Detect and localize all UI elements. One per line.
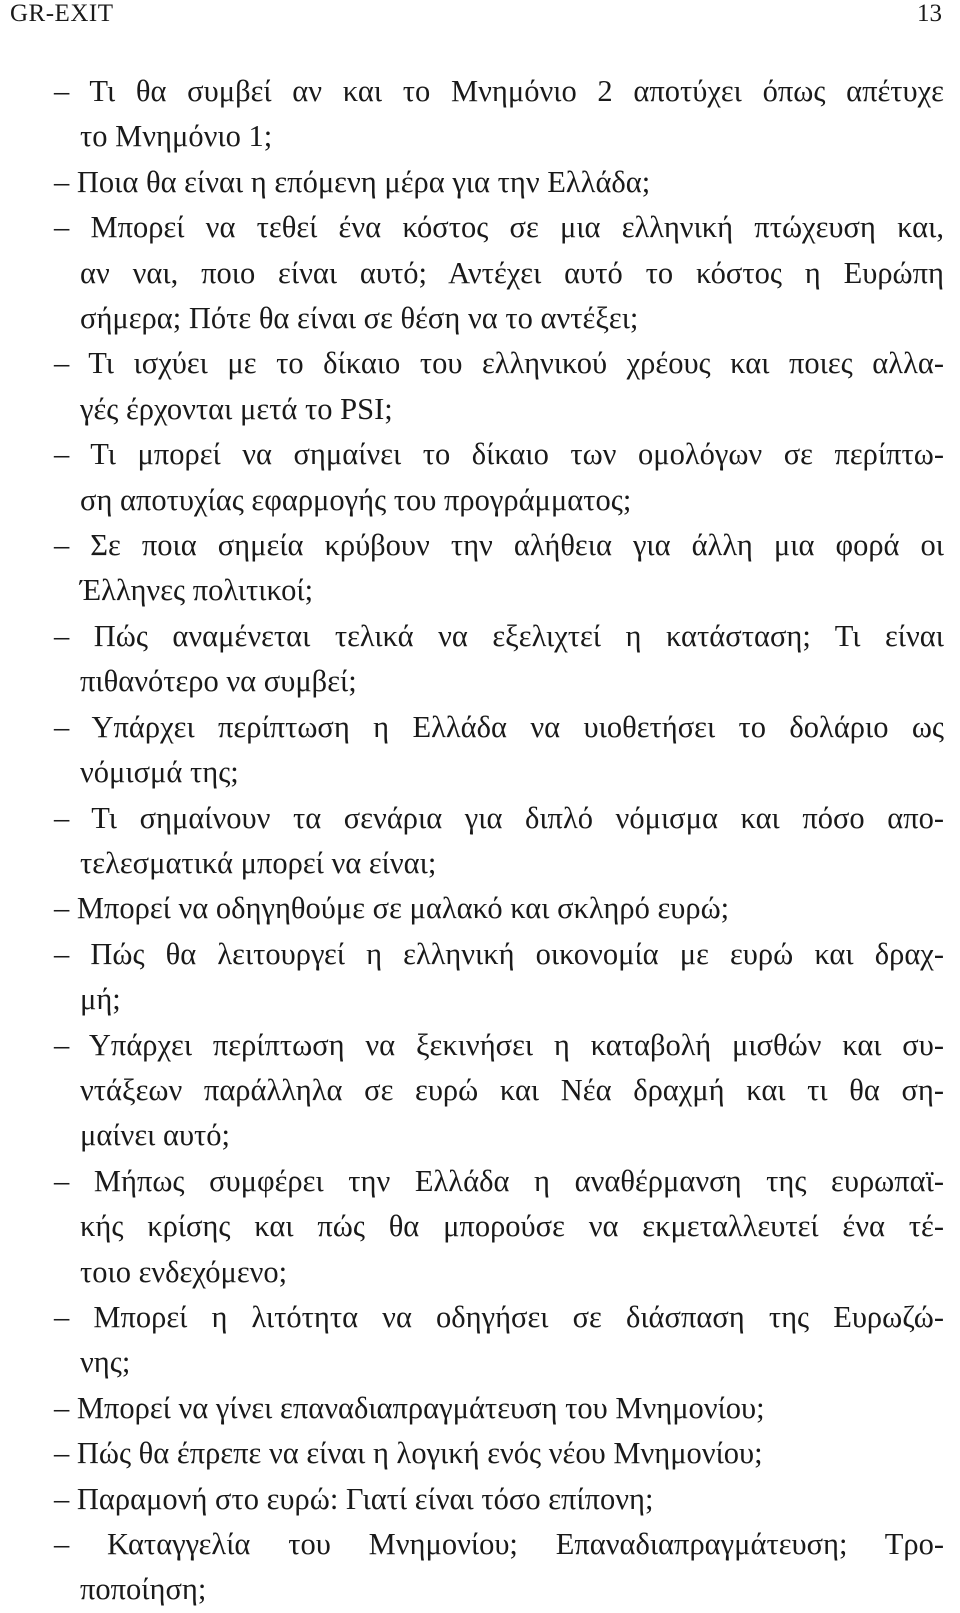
question-10-line-1: – Μπορεί να οδηγηθούμε σε μαλακό και σκληρό ευρώ;: [54, 891, 730, 926]
question-7-line-1: – Πώς αναμένεται τελικά να εξελιχτεί η κατάσταση; Τι είναι: [54, 618, 944, 653]
running-head: GR-EXIT: [10, 0, 114, 27]
question-12-line-1: – Υπάρχει περίπτωση να ξεκινήσει η καταβολή μισθών και συ-: [54, 1027, 944, 1062]
question-5-line-1: – Τι μπορεί να σημαίνει το δίκαιο των ομολόγων σε περίπτω-: [54, 437, 944, 472]
question-3-line-2: αν ναι, ποιο είναι αυτό; Αντέχει αυτό το κόστος η Ευρώπη: [80, 255, 944, 290]
question-1-line-2: το Μνημόνιο 1;: [80, 119, 273, 154]
question-17-line-1: – Παραμονή στο ευρώ: Γιατί είναι τόσο επίπονη;: [54, 1481, 654, 1516]
question-13-line-1: – Μήπως συμφέρει την Ελλάδα η αναθέρμανση της ευρωπαϊ-: [54, 1163, 944, 1198]
question-list: [54, 69, 944, 1613]
question-3-line-3: σήμερα; Πότε θα είναι σε θέση να το αντέξει;: [80, 301, 639, 336]
question-3-line-1: – Μπορεί να τεθεί ένα κόστος σε μια ελληνική πτώχευση και,: [54, 210, 944, 245]
question-13-line-3: τοιο ενδεχόμενο;: [80, 1254, 288, 1289]
question-11-line-1: – Πώς θα λειτουργεί η ελληνική οικονομία με ευρώ και δραχ-: [54, 936, 944, 971]
page-number: 13: [917, 0, 942, 27]
question-15-line-1: – Μπορεί να γίνει επαναδιαπραγμάτευση του Μνημονίου;: [54, 1390, 765, 1425]
question-18-line-2: ποποίηση;: [80, 1572, 207, 1607]
question-12-line-2: ντάξεων παράλληλα σε ευρώ και Νέα δραχμή και τι θα ση-: [80, 1072, 944, 1107]
question-1-line-1: – Τι θα συμβεί αν και το Μνημόνιο 2 αποτύχει όπως απέτυχε: [54, 74, 944, 108]
question-7-line-2: πιθανότερο να συμβεί;: [80, 664, 357, 699]
page-header: [10, 0, 942, 30]
question-2-line-1: – Ποια θα είναι η επόμενη μέρα για την Ελλάδα;: [54, 164, 651, 199]
question-12-line-3: μαίνει αυτό;: [80, 1118, 231, 1153]
question-6-line-1: – Σε ποια σημεία κρύβουν την αλήθεια για άλλη μια φορά οι: [54, 528, 944, 563]
question-9-line-2: τελεσματικά μπορεί να είναι;: [80, 845, 437, 880]
question-18-line-1: – Καταγγελία του Μνημονίου; Επαναδιαπραγμάτευση; Τρο-: [54, 1527, 944, 1561]
question-14-line-1: – Μπορεί η λιτότητα να οδηγήσει σε διάσπαση της Ευρωζώ-: [54, 1299, 944, 1334]
question-5-line-2: ση αποτυχίας εφαρμογής του προγράμματος;: [80, 482, 632, 517]
question-4-line-2: γές έρχονται μετά το PSI;: [80, 391, 393, 426]
question-9-line-1: – Τι σημαίνουν τα σενάρια για διπλό νόμισμα και πόσο απο-: [54, 800, 944, 835]
question-8-line-1: – Υπάρχει περίπτωση η Ελλάδα να υιοθετήσει το δολάριο ως: [54, 709, 944, 744]
question-16-line-1: – Πώς θα έπρεπε να είναι η λογική ενός νέου Μνημονίου;: [54, 1436, 763, 1471]
question-14-line-2: νης;: [80, 1345, 131, 1380]
question-4-line-1: – Τι ισχύει με το δίκαιο του ελληνικού χρέους και ποιες αλλα-: [54, 346, 944, 381]
question-13-line-2: κής κρίσης και πώς θα μπορούσε να εκμεταλλευτεί ένα τέ-: [80, 1209, 944, 1244]
question-8-line-2: νόμισμά της;: [80, 755, 239, 790]
question-11-line-2: μή;: [80, 982, 121, 1017]
question-6-line-2: Έλληνες πολιτικοί;: [80, 573, 314, 608]
